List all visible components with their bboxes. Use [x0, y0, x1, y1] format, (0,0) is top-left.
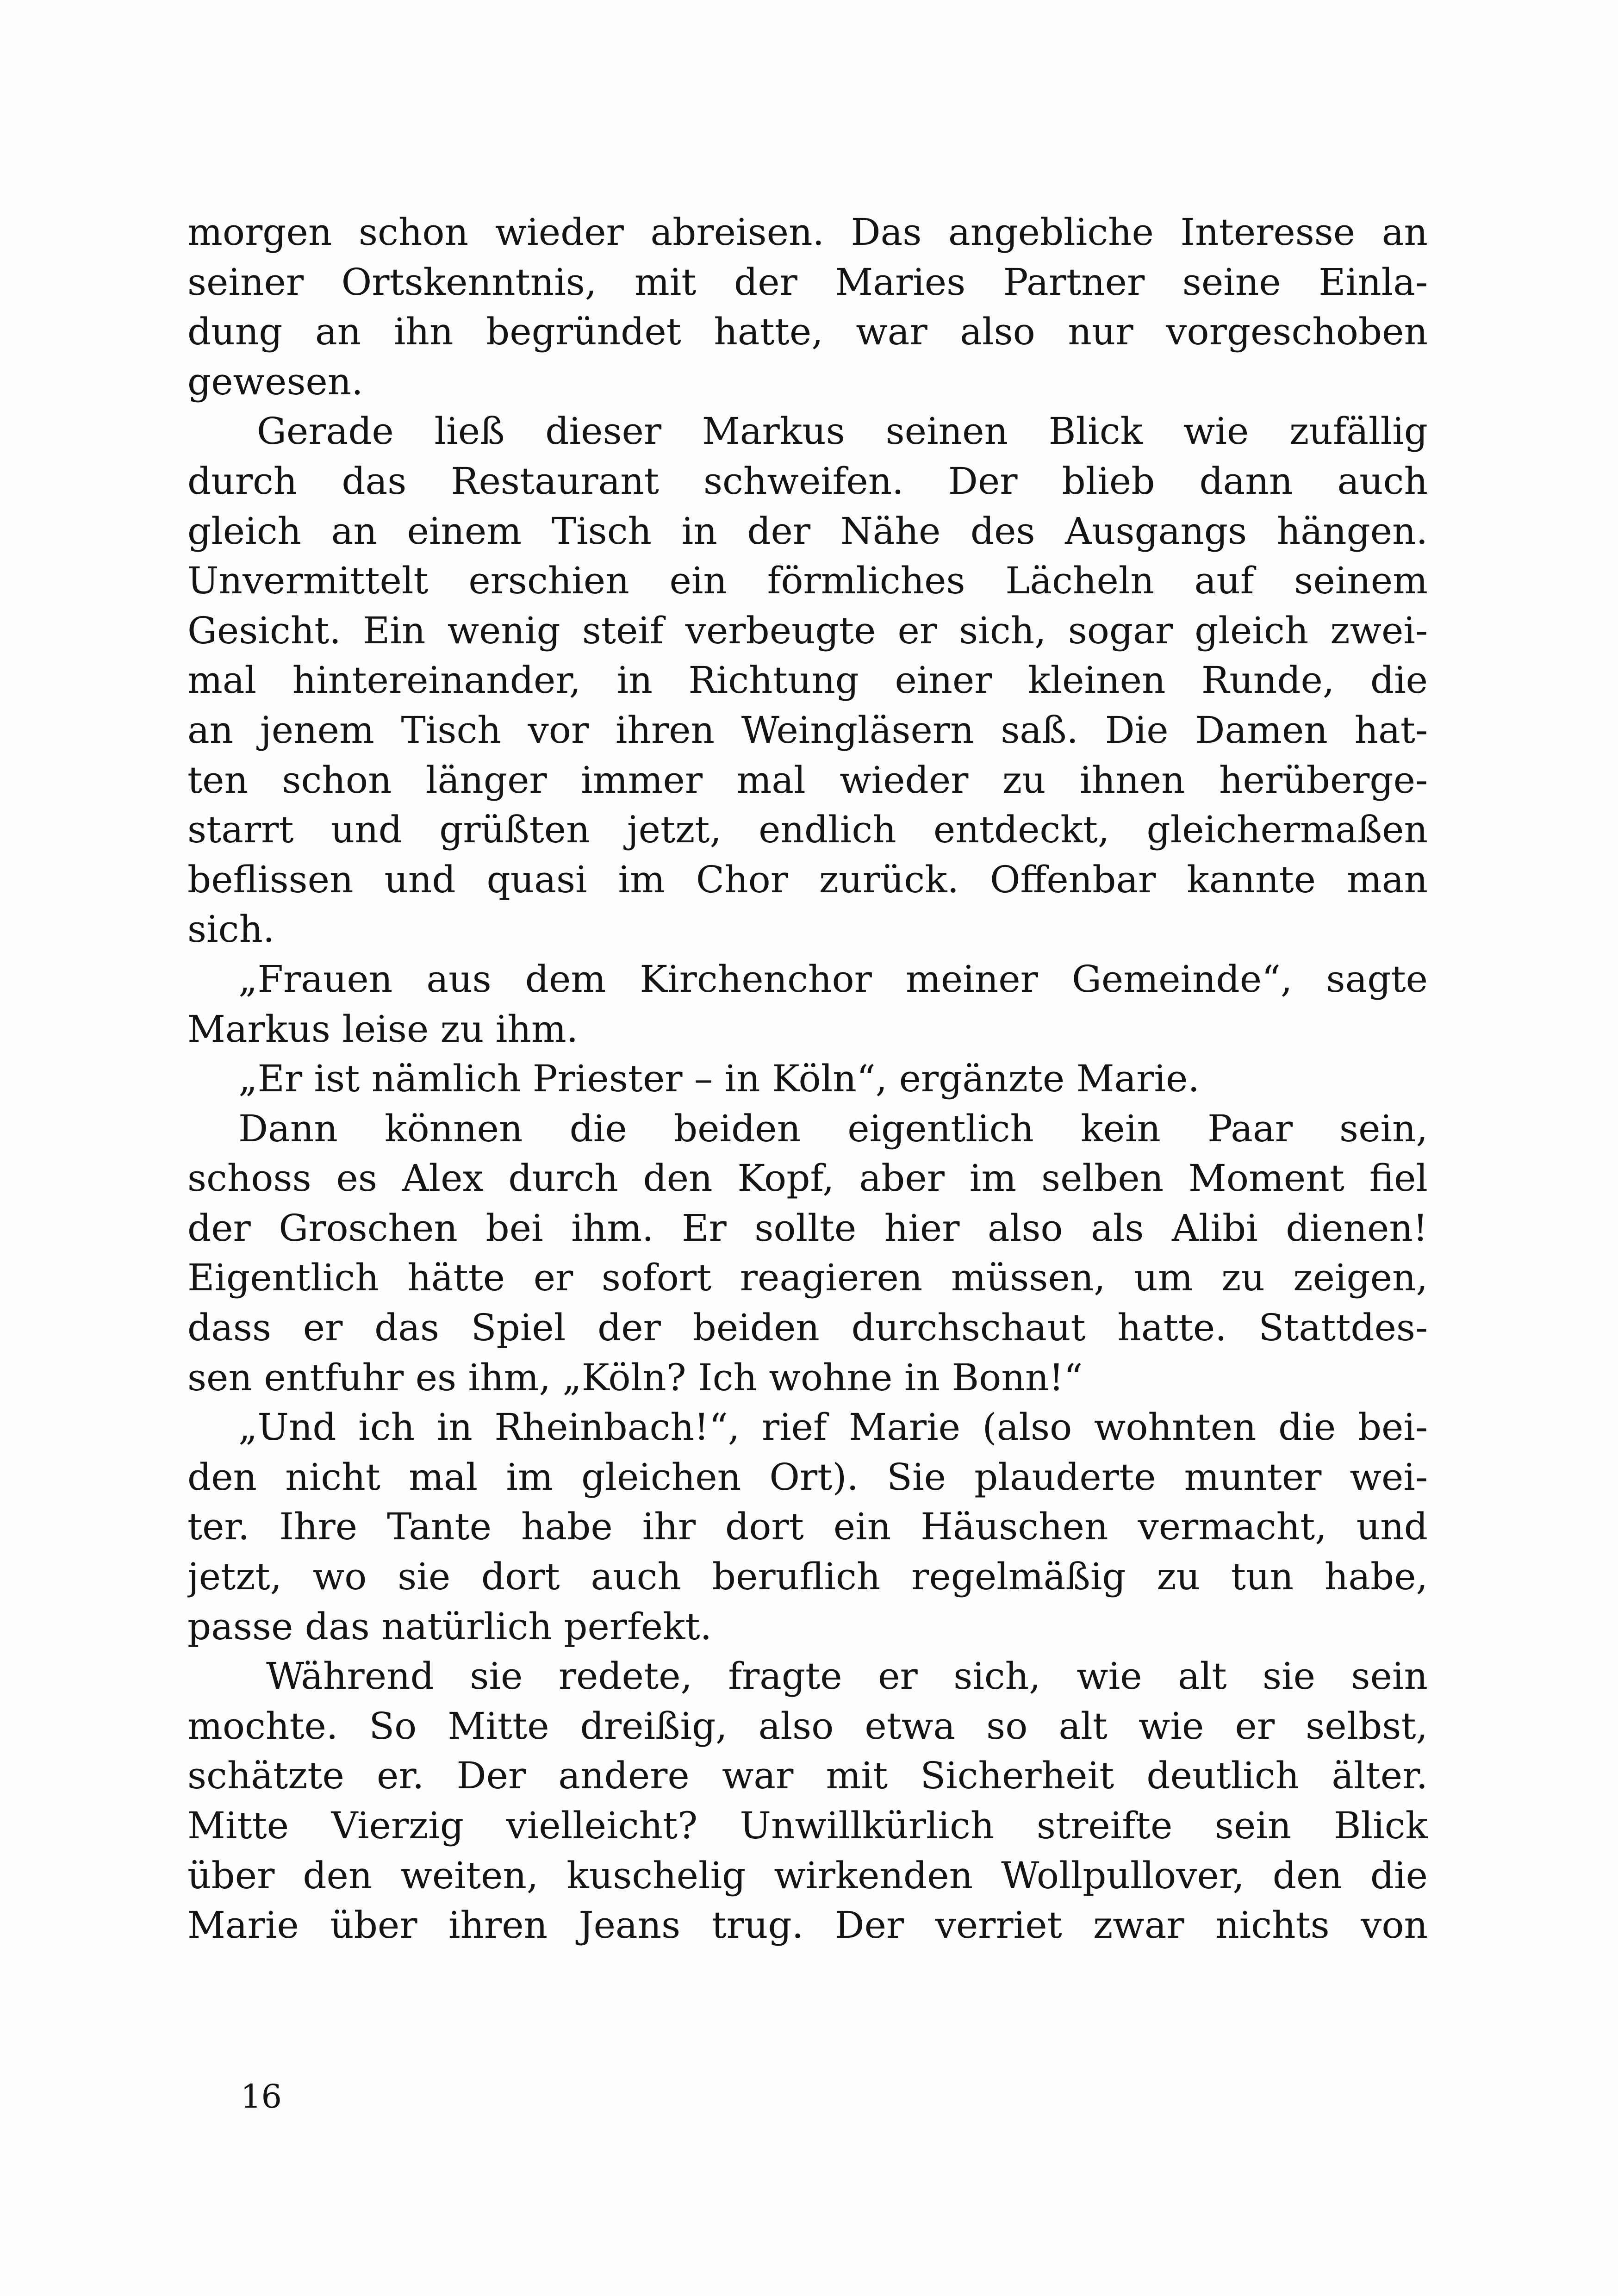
- text-line: den nicht mal im gleichen Ort). Sie plauderte munter wei-: [187, 1455, 1428, 1499]
- text-line: dung an ihn begründet hatte, war also nur vorgeschoben: [187, 310, 1428, 354]
- text-line: über den weiten, kuschelig wirkenden Wollpullover, den die: [187, 1854, 1428, 1897]
- text-line: Gesicht. Ein wenig steif verbeugte er sich, sogar gleich zwei-: [187, 609, 1428, 652]
- text-line: seiner Ortskenntnis, mit der Maries Partner seine Einla-: [187, 260, 1428, 304]
- text-line: ter. Ihre Tante habe ihr dort ein Häuschen vermacht, und: [187, 1505, 1428, 1549]
- text-line: der Groschen bei ihm. Er sollte hier also als Alibi dienen!: [187, 1206, 1428, 1250]
- body-text: [187, 207, 1428, 1950]
- text-line: Gerade ließ dieser Markus seinen Blick wie zufällig: [257, 410, 1428, 453]
- text-line: Eigentlich hätte er sofort reagieren müssen, um zu zeigen,: [187, 1256, 1428, 1300]
- text-line: mal hintereinander, in Richtung einer kleinen Runde, die: [187, 659, 1428, 702]
- text-line: „Er ist nämlich Priester – in Köln“, ergänzte Marie.: [238, 1057, 1200, 1101]
- text-line: beflissen und quasi im Chor zurück. Offenbar kannte man: [187, 858, 1428, 901]
- text-line: „Frauen aus dem Kirchenchor meiner Gemeinde“, sagte: [238, 957, 1428, 1001]
- page-number: 16: [241, 2078, 282, 2116]
- text-line: Mitte Vierzig vielleicht? Unwillkürlich streifte sein Blick: [187, 1804, 1428, 1847]
- text-line: sich.: [187, 908, 275, 951]
- text-line: mochte. So Mitte dreißig, also etwa so alt wie er selbst,: [187, 1704, 1428, 1748]
- text-line: sen entfuhr es ihm, „Köln? Ich wohne in Bonn!“: [187, 1356, 1083, 1399]
- text-line: schätzte er. Der andere war mit Sicherheit deutlich älter.: [187, 1754, 1428, 1798]
- text-line: jetzt, wo sie dort auch beruflich regelmäßig zu tun habe,: [187, 1555, 1428, 1599]
- text-line: schoss es Alex durch den Kopf, aber im selben Moment fiel: [187, 1157, 1428, 1200]
- text-line: morgen schon wieder abreisen. Das angebliche Interesse an: [187, 211, 1428, 254]
- text-line: an jenem Tisch vor ihren Weingläsern saß. Die Damen hat-: [187, 708, 1428, 752]
- text-line: Markus leise zu ihm.: [187, 1007, 579, 1051]
- text-line: ten schon länger immer mal wieder zu ihnen herüberge-: [187, 758, 1428, 802]
- text-line: Dann können die beiden eigentlich kein Paar sein,: [238, 1107, 1428, 1150]
- text-line: dass er das Spiel der beiden durchschaut hatte. Stattdes-: [187, 1306, 1428, 1350]
- text-line: Unvermittelt erschien ein förmliches Lächeln auf seinem: [187, 559, 1428, 603]
- text-line: starrt und grüßten jetzt, endlich entdeckt, gleichermaßen: [187, 808, 1428, 852]
- text-line: „Und ich in Rheinbach!“, rief Marie (also wohnten die bei-: [238, 1406, 1428, 1449]
- text-line: gleich an einem Tisch in der Nähe des Ausgangs hängen.: [187, 509, 1428, 553]
- text-line: durch das Restaurant schweifen. Der blieb dann auch: [187, 459, 1428, 503]
- text-line: gewesen.: [187, 360, 363, 403]
- text-line: Marie über ihren Jeans trug. Der verriet zwar nichts von: [187, 1904, 1428, 1947]
- text-line: passe das natürlich perfekt.: [187, 1605, 712, 1648]
- text-line: Während sie redete, fragte er sich, wie alt sie sein: [266, 1655, 1428, 1698]
